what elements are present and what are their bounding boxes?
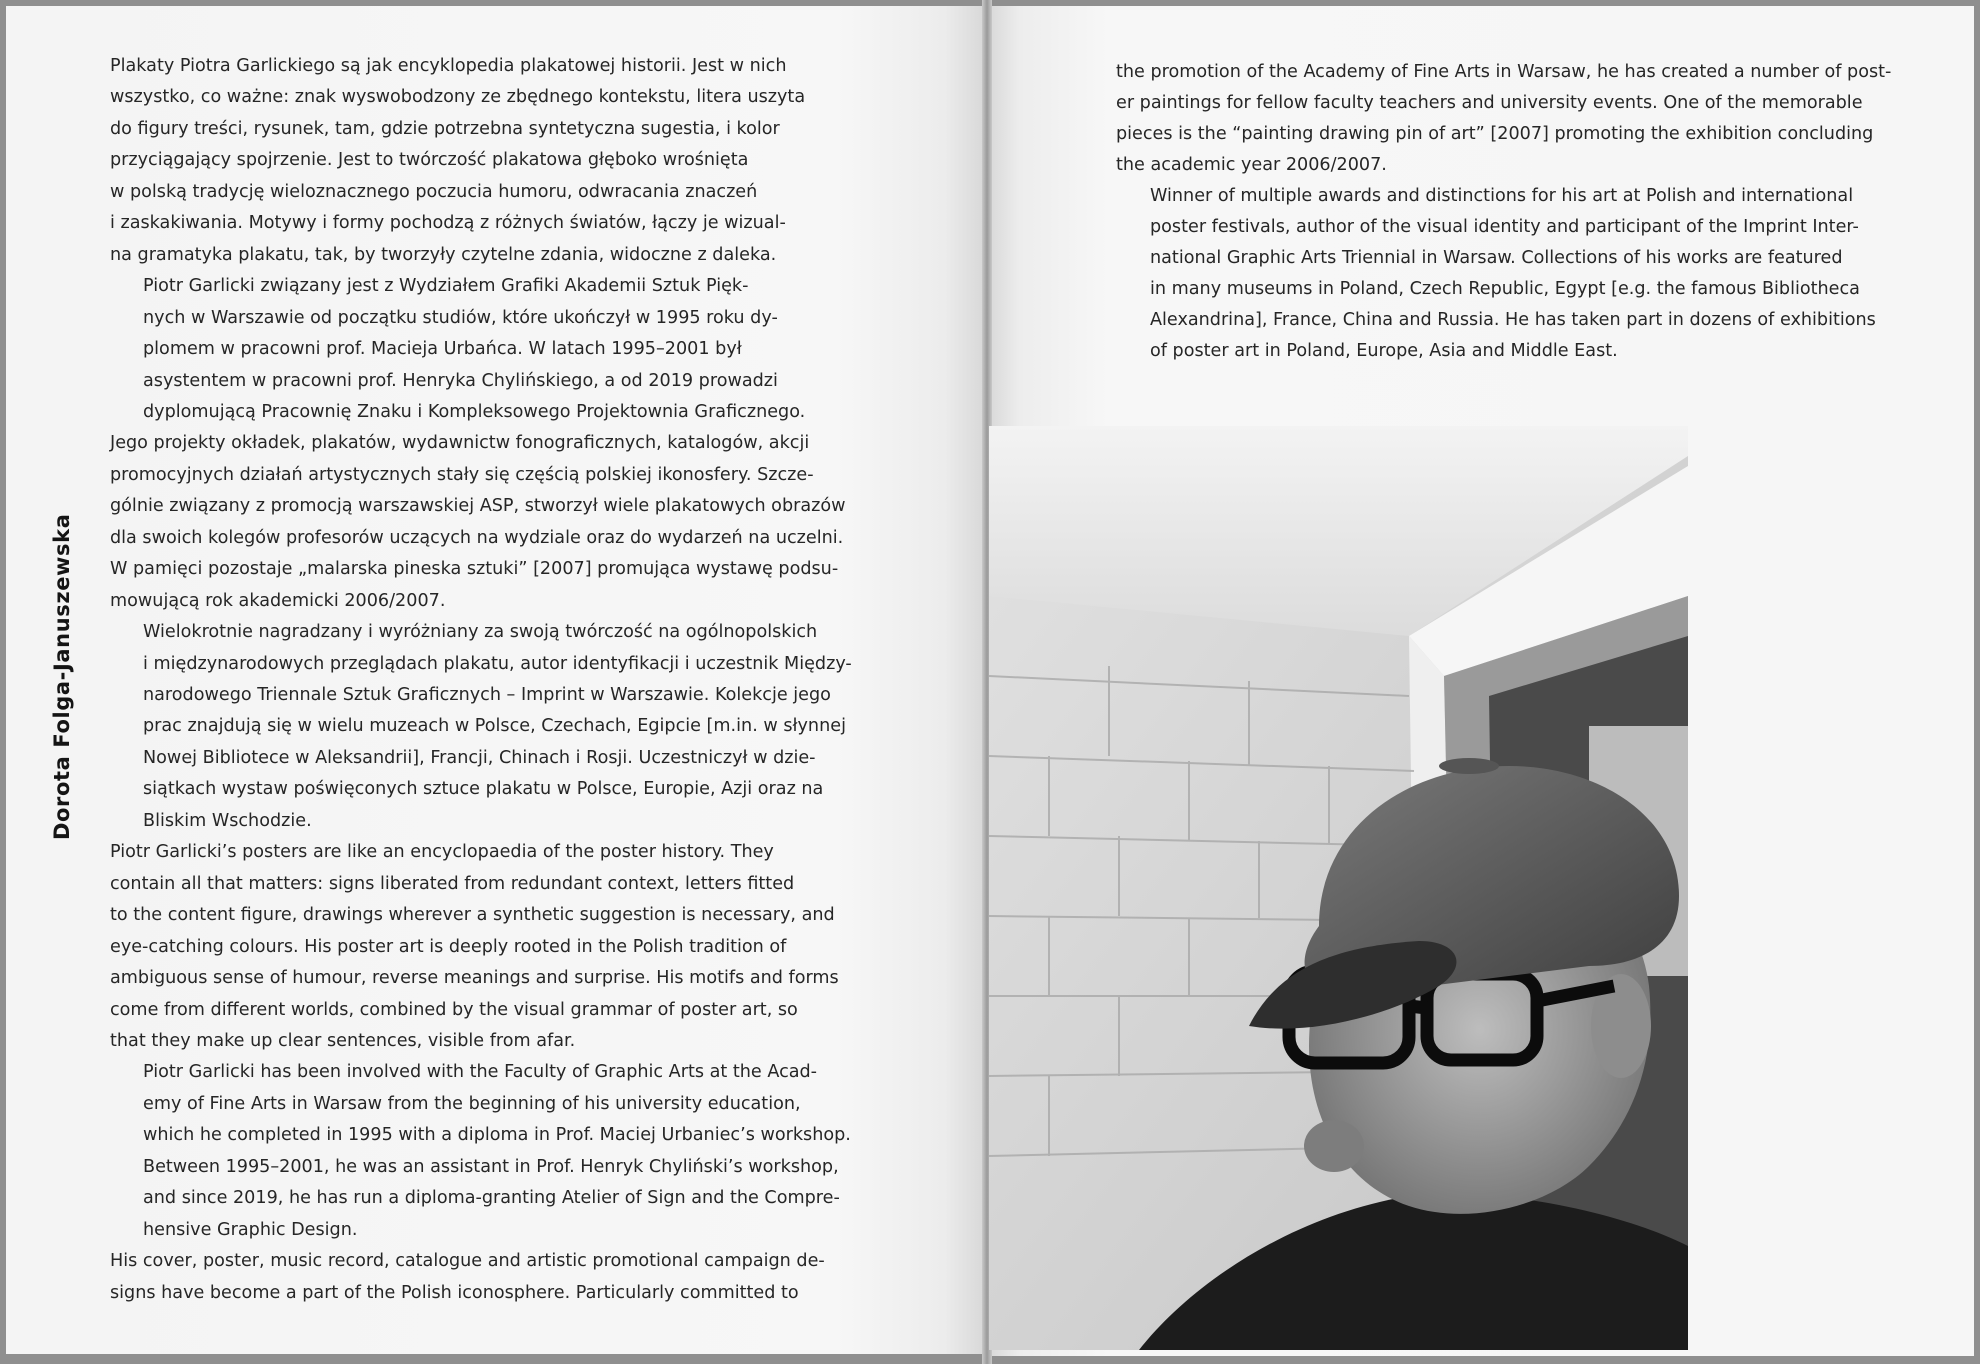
text-line: Piotr Garlicki’s posters are like an encyclopaedia of the poster history. They (110, 842, 774, 863)
text-line: the promotion of the Academy of Fine Arts in Warsaw, he has created a number of post- (1116, 62, 1892, 82)
text-line: emy of Fine Arts in Warsaw from the beginning of his university education, (143, 1093, 801, 1114)
text-line: mowującą rok akademicki 2006/2007. (110, 590, 446, 611)
text-line: dyplomującą Pracownię Znaku i Kompleksowego Projektownia Graficznego. (143, 401, 806, 422)
text-line: plomem w pracowni prof. Macieja Urbańca. W latach 1995–2001 był (143, 339, 742, 360)
text-line: the academic year 2006/2007. (1116, 155, 1387, 175)
text-line: gólnie związany z promocją warszawskiej ASP, stworzył wiele plakatowych obrazów (110, 496, 846, 517)
text-line: Bliskim Wschodzie. (143, 810, 312, 831)
text-line: which he completed in 1995 with a diploma in Prof. Maciej Urbaniec’s workshop. (143, 1125, 851, 1146)
text-line: Jego projekty okładek, plakatów, wydawnictw fonograficznych, katalogów, akcji (110, 433, 810, 454)
text-line: that they make up clear sentences, visible from afar. (110, 1030, 576, 1051)
text-line: nych w Warszawie od początku studiów, które ukończył w 1995 roku dy- (143, 307, 778, 328)
text-line: przyciągający spojrzenie. Jest to twórczość plakatowa głęboko wrośnięta (110, 150, 749, 171)
text-line: do figury treści, rysunek, tam, gdzie potrzebna syntetyczna sugestia, i kolor (110, 118, 780, 139)
text-line: signs have become a part of the Polish iconosphere. Particularly committed to (110, 1282, 799, 1303)
text-line: dla swoich kolegów profesorów uczących na wydziale oraz do wydarzeń na uczelni. (110, 527, 844, 548)
text-line: siątkach wystaw poświęconych sztuce plakatu w Polsce, Europie, Azji oraz na (143, 779, 824, 800)
text-line: prac znajdują się w wielu muzeach w Polsce, Czechach, Egipcie [m.in. w słynnej (143, 716, 846, 737)
text-line: Plakaty Piotra Garlickiego są jak encyklopedia plakatowej historii. Jest w nich (110, 56, 787, 76)
text-line: eye-catching colours. His poster art is deeply rooted in the Polish tradition of (110, 936, 787, 957)
text-line: W pamięci pozostaje „malarska pineska sztuki” [2007] promująca wystawę podsu- (110, 559, 839, 580)
text-line: contain all that matters: signs liberated from redundant context, letters fitted (110, 873, 795, 894)
text-line: w polską tradycję wieloznacznego poczucia humoru, odwracania znaczeń (110, 181, 758, 202)
text-line: poster festivals, author of the visual identity and participant of the Imprint Inter- (1150, 217, 1859, 237)
text-line: er paintings for fellow faculty teachers and university events. One of the memorable (1116, 93, 1863, 113)
text-line: national Graphic Arts Triennial in Warsaw. Collections of his works are featured (1150, 248, 1843, 268)
portrait-photo (989, 426, 1688, 1350)
left-page (6, 6, 984, 1354)
text-line: i międzynarodowych przeglądach plakatu, autor identyfikacji i uczestnik Między- (143, 653, 852, 674)
text-line: pieces is the “painting drawing pin of art” [2007] promoting the exhibition concluding (1116, 124, 1874, 144)
text-line: Between 1995–2001, he was an assistant in Prof. Henryk Chyliński’s workshop, (143, 1156, 839, 1177)
text-line: asystentem w pracowni prof. Henryka Chylińskiego, a od 2019 prowadzi (143, 370, 778, 391)
text-line: promocyjnych działań artystycznych stały się częścią polskiej ikonosfery. Szcze- (110, 464, 814, 485)
text-line: i zaskakiwania. Motywy i formy pochodzą z różnych światów, łączy je wizual- (110, 213, 786, 234)
author-name: Dorota Folga-Januszewska (50, 513, 74, 840)
text-line: Nowej Bibliotece w Aleksandrii], Francji, Chinach i Rosji. Uczestniczył w dzie- (143, 747, 816, 768)
text-line: come from different worlds, combined by the visual grammar of poster art, so (110, 999, 798, 1020)
text-line: in many museums in Poland, Czech Republic, Egypt [e.g. the famous Bibliotheca (1150, 279, 1860, 299)
text-line: to the content figure, drawings wherever a synthetic suggestion is necessary, and (110, 905, 835, 926)
text-line: ambiguous sense of humour, reverse meanings and surprise. His motifs and forms (110, 968, 839, 989)
text-line: Wielokrotnie nagradzany i wyróżniany za swoją twórczość na ogólnopolskich (143, 622, 818, 643)
text-line: Piotr Garlicki związany jest z Wydziałem Grafiki Akademii Sztuk Pięk- (143, 276, 749, 297)
text-line: Winner of multiple awards and distinctions for his art at Polish and international (1150, 186, 1854, 206)
text-line: narodowego Triennale Sztuk Graficznych – Imprint w Warszawie. Kolekcje jego (143, 685, 831, 705)
text-line: of poster art in Poland, Europe, Asia and Middle East. (1150, 341, 1618, 361)
text-line: and since 2019, he has run a diploma-granting Atelier of Sign and the Compre- (143, 1188, 840, 1209)
text-line: na gramatyka plakatu, tak, by tworzyły czytelne zdania, widoczne z daleka. (110, 244, 777, 265)
text-line: Alexandrina], France, China and Russia. He has taken part in dozens of exhibitions (1150, 310, 1876, 330)
text-line: His cover, poster, music record, catalogue and artistic promotional campaign de- (110, 1251, 825, 1272)
text-line: Piotr Garlicki has been involved with the Faculty of Graphic Arts at the Acad- (143, 1062, 818, 1083)
text-line: hensive Graphic Design. (143, 1219, 358, 1240)
text-line: wszystko, co ważne: znak wyswobodzony ze zbędnego kontekstu, litera uszyta (110, 87, 806, 108)
